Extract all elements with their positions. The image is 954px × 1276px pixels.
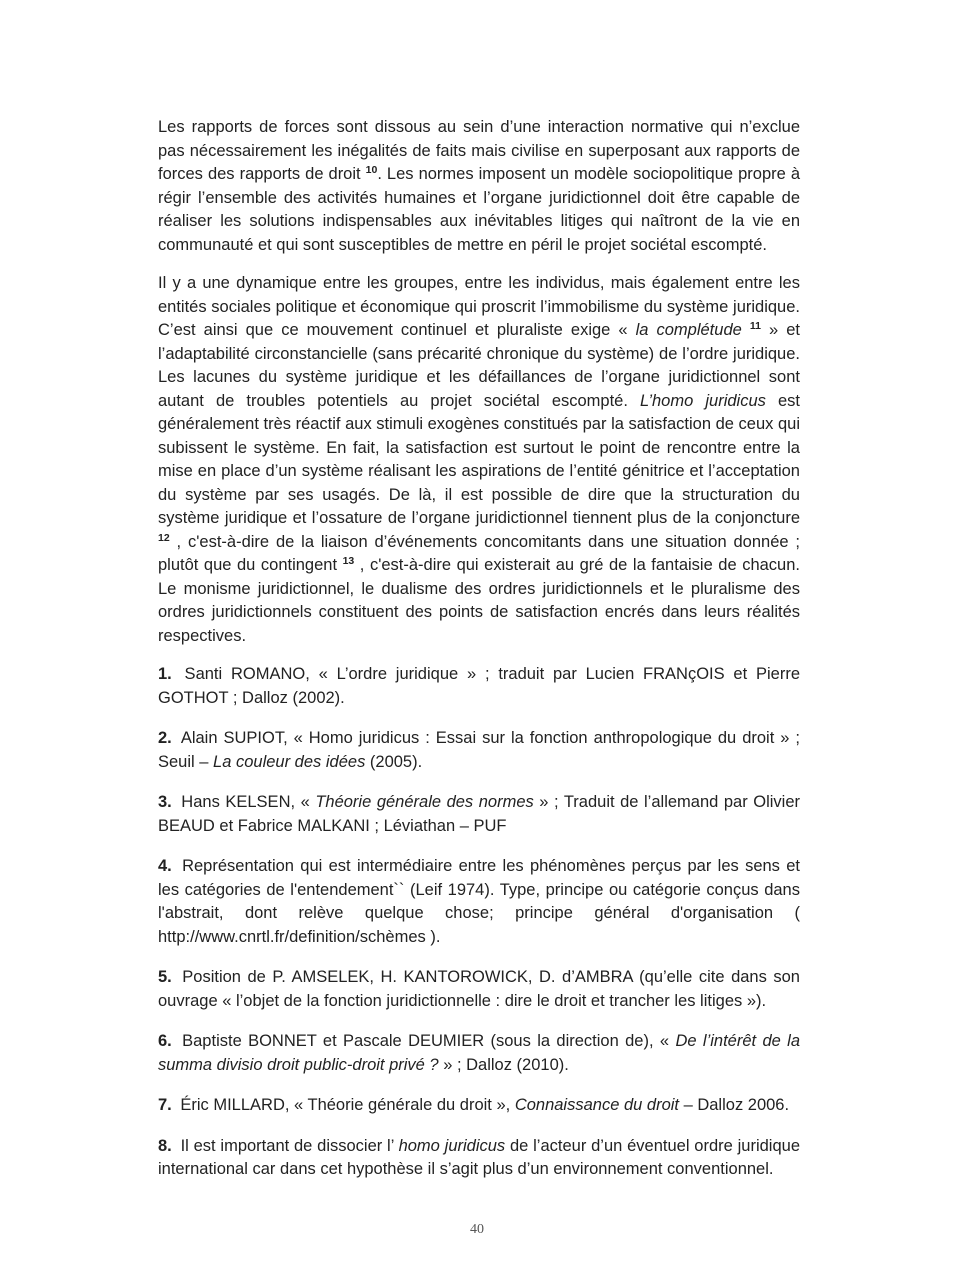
footnote-number: 3. — [158, 793, 172, 811]
footnote-8 — [158, 1135, 800, 1182]
footnote-text: Hans KELSEN, « — [175, 793, 316, 811]
book-title: La couleur des idées — [213, 752, 366, 771]
footnote-3 — [158, 791, 800, 838]
italic-term: la complétude — [635, 321, 750, 339]
footnote-7 — [158, 1094, 800, 1118]
footnote-number: 2. — [158, 729, 172, 747]
text-run: , c'est-à-dire qui existerait au gré de la fantaisie de chacun. Le monisme juridictionnel, le dualisme des ordres juridictionnels et le pluralisme des ordres juridictionnels constituent des points de satisfaction encrés dans leurs réalités respectives. — [158, 556, 800, 645]
paragraph-2 — [158, 272, 800, 648]
footnote-number: 1. — [158, 665, 172, 683]
footnote-text: Il est important de dissocier l’ — [175, 1136, 399, 1155]
book-title: Théorie générale des normes — [315, 793, 534, 811]
page-content — [158, 116, 800, 1199]
footnote-text: Position de P. AMSELEK, H. KANTOROWICK, D. d’AMBRA (qu’elle cite dans son ouvrage « l’objet de la fonction juridictionnelle : dire le droit et trancher les litiges »). — [158, 968, 800, 1010]
footnote-ref-11[interactable]: 11 — [749, 320, 761, 332]
footnote-text: » ; Dalloz (2010). — [438, 1055, 569, 1074]
footnote-number: 5. — [158, 968, 172, 986]
footnote-1 — [158, 663, 800, 710]
footnote-number: 8. — [158, 1136, 172, 1155]
book-title: Connaissance du droit — [514, 1096, 679, 1114]
footnote-number: 6. — [158, 1032, 172, 1050]
text-run: Les rapports de forces sont dissous au sein d’une interaction normative qui n’exclue pas nécessairement les inégalités de faits mais civilise en superposant aux rapports de forces des rapports de droit — [158, 118, 800, 183]
footnote-text: de l’acteur d’un éventuel ordre juridique international car dans cet hypothèse il s’agit plus d’un environnement conventionnel. — [158, 1136, 800, 1178]
footnote-6 — [158, 1030, 800, 1077]
footnote-ref-13[interactable]: 13 — [342, 555, 355, 567]
paragraph-1 — [158, 116, 800, 257]
footnote-ref-10[interactable]: 10 — [365, 164, 378, 176]
text-run: est généralement très réactif aux stimuli exogènes constitués par la satisfaction de ceux qui subissent le système. En fait, la satisfaction est surtout le point de rencontre entre la mise en place d’un système réalisant les aspirations de l’entité génitrice et l’acceptation du système par ses usagés. De là, il est possible de dire que la structuration du système juridique et l’ossature de l’organe juridictionnel tiennent plus de la conjoncture — [158, 391, 801, 527]
text-run: » et l’adaptabilité circonstancielle (sans précarité chronique du système) de l’ordre juridique. Les lacunes du système juridique et les défaillances de l’organe juridictionnel sont autant de troubles potentiels au projet sociétal escompté. — [158, 321, 800, 410]
footnote-text: » ; Traduit de l’allemand par Olivier BEAUD et Fabrice MALKANI ; Léviathan – PUF — [158, 793, 800, 835]
footnote-number: 7. — [158, 1096, 172, 1114]
footnote-text: Alain SUPIOT, « Homo juridicus : Essai sur la fonction anthropologique du droit » ; Seuil – — [158, 729, 800, 771]
page-number: 40 — [470, 1222, 484, 1237]
footnote-text: Baptiste BONNET et Pascale DEUMIER (sous la direction de), « — [175, 1032, 676, 1050]
footnote-number: 4. — [158, 857, 172, 875]
footnote-text: Éric MILLARD, « Théorie générale du droit », — [175, 1096, 515, 1114]
book-title: De l’intérêt de la summa divisio droit public-droit privé ? — [158, 1032, 800, 1074]
footnote-text: – Dalloz 2006. — [679, 1096, 790, 1114]
footnote-text: (2005). — [365, 752, 423, 771]
italic-term: L’homo juridicus — [640, 391, 766, 410]
text-run: Il y a une dynamique entre les groupes, entre les individus, mais également entre les entités sociales politique et économique qui proscrit l’immobilisme du système juridique. C’est ainsi que ce mouvement continuel et pluraliste exige « — [158, 274, 800, 339]
text-run: . Les normes imposent un modèle sociopolitique propre à régir l’ensemble des activités humaines et l’organe juridictionnel doit être capable de réaliser les solutions indispensables aux inévitables litiges qui naîtront de la vie en communauté et qui sont susceptibles de mettre en péril le projet sociétal escompté. — [158, 165, 801, 254]
italic-term: homo juridicus — [398, 1136, 506, 1155]
footnote-text: Représentation qui est intermédiaire entre les phénomènes perçus par les sens et les catégories de l'entendement`` (Leif 1974). Type, principe ou catégorie conçus dans l'abstrait, dont relève quelque chose; principe général d'organisation ( http://www.cnrtl.fr/definition/schèmes ). — [158, 857, 800, 946]
text-run: , c'est-à-dire de la liaison d’événements concomitants dans une situation donnée ; plutôt que du contingent — [158, 532, 800, 574]
footnote-text: Santi ROMANO, « L’ordre juridique » ; traduit par Lucien FRANçOIS et Pierre GOTHOT ; Dalloz (2002). — [158, 665, 800, 707]
footnote-ref-12[interactable]: 12 — [158, 531, 170, 544]
footnote-2 — [158, 727, 800, 774]
footnote-5 — [158, 966, 800, 1013]
footnote-4 — [158, 855, 800, 949]
